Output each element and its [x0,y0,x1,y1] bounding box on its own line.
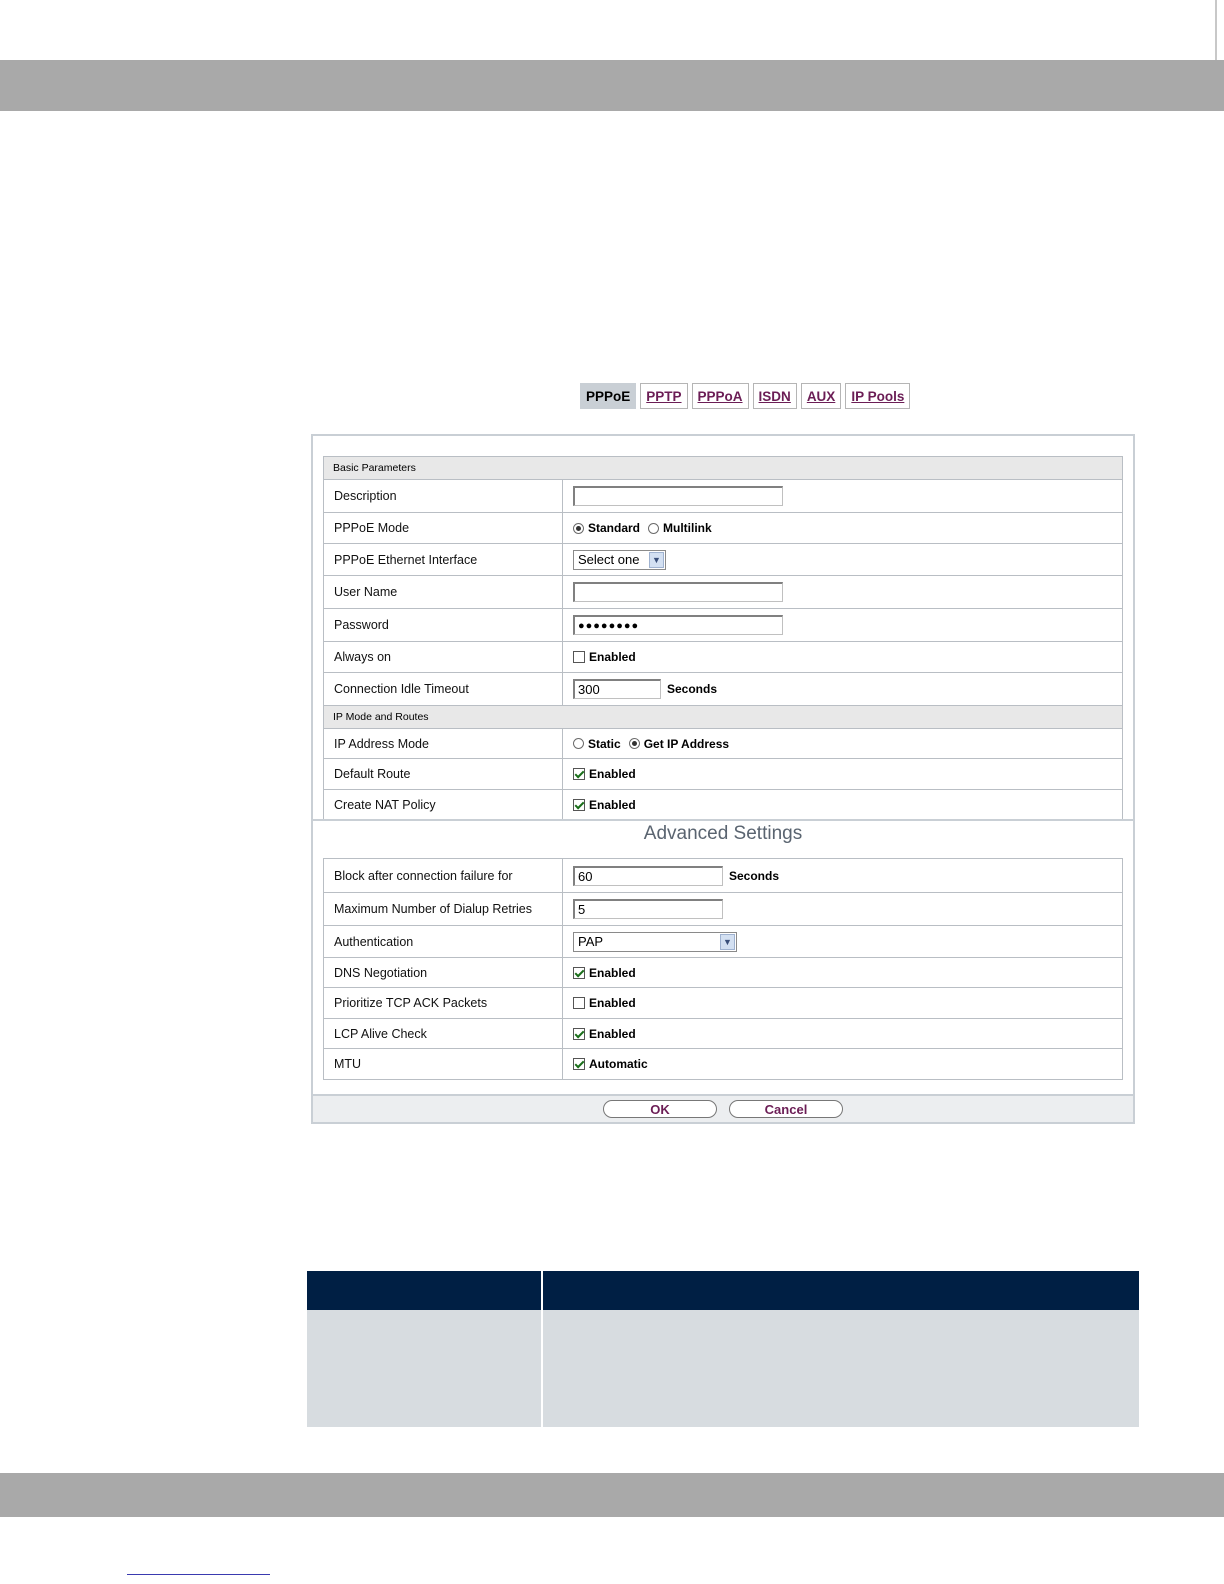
row-always-on [324,642,1122,673]
row-password [324,609,1122,642]
authentication-label: Authentication [324,926,563,957]
chevron-down-icon: ▼ [649,552,664,568]
idle-timeout-label: Connection Idle Timeout [324,673,563,705]
row-default-route [324,759,1122,790]
block-input[interactable]: 60 [573,866,723,886]
multilink-radio-label: Multilink [663,521,712,535]
password-label: Password [324,609,563,641]
description-table [307,1271,1139,1427]
tcp-ack-checkbox[interactable] [573,997,585,1009]
description-label: Description [324,480,563,512]
idle-timeout-unit: Seconds [667,682,718,696]
advanced-settings-title: Advanced Settings [643,823,803,844]
footer-band [0,1473,1224,1517]
row-mtu [324,1049,1122,1080]
lcp-checkbox[interactable] [573,1028,585,1040]
dns-label: DNS Negotiation [324,958,563,987]
idle-timeout-input[interactable]: 300 [573,679,661,699]
table-header-cell [307,1271,543,1310]
lcp-option: Enabled [589,1026,636,1041]
advanced-separator [313,819,1133,821]
retries-label: Maximum Number of Dialup Retries [324,893,563,925]
pppoe-config-dialog [311,434,1135,1124]
authentication-select-value: PAP [578,934,604,949]
button-bar [313,1094,1133,1122]
get-ip-radio-label: Get IP Address [643,736,730,751]
ip-address-mode-label: IP Address Mode [324,729,563,758]
table-cell [543,1310,1139,1427]
standard-radio-label: Standard [588,521,641,535]
nat-policy-option: Enabled [589,797,636,812]
block-unit: Seconds [729,868,780,883]
multilink-radio[interactable] [648,523,659,534]
tab-pppoa[interactable]: PPPoA [692,383,749,409]
pppoe-mode-label: PPPoE Mode [324,513,563,543]
mtu-option: Automatic [589,1057,648,1071]
default-route-checkbox[interactable] [573,768,585,780]
lcp-label: LCP Alive Check [324,1019,563,1048]
get-ip-radio[interactable] [629,738,640,749]
interface-select-value: Select one [578,552,640,567]
standard-radio[interactable] [573,523,584,534]
tab-isdn[interactable]: ISDN [753,383,797,409]
table-header [307,1271,1139,1310]
row-authentication [324,926,1122,958]
tab-pptp[interactable]: PPTP [640,383,687,409]
row-ip-address-mode [324,729,1122,759]
dns-checkbox[interactable] [573,967,585,979]
section-header-basic: Basic Parameters [324,457,1122,480]
cancel-button[interactable]: Cancel [729,1100,843,1118]
static-radio-label: Static [588,736,621,751]
row-ethernet-interface [324,544,1122,576]
mtu-label: MTU [324,1049,563,1079]
footer-link-underline [127,1574,270,1575]
tab-aux[interactable]: AUX [801,383,842,409]
row-description [324,480,1122,513]
advanced-settings-section [323,858,1123,1080]
chevron-down-icon: ▼ [720,934,735,950]
description-input[interactable] [573,486,783,506]
row-idle-timeout [324,673,1122,706]
password-input[interactable]: ●●●●●●●● [573,615,783,635]
mtu-checkbox[interactable] [573,1058,585,1070]
always-on-option: Enabled [589,650,636,664]
retries-input[interactable]: 5 [573,899,723,919]
table-row [307,1310,1139,1427]
default-route-label: Default Route [324,759,563,789]
header-band [0,60,1224,111]
user-name-input[interactable] [573,582,783,602]
tcp-ack-label: Prioritize TCP ACK Packets [324,988,563,1018]
basic-parameters-section [323,456,1123,820]
dns-option: Enabled [589,965,636,980]
always-on-checkbox[interactable] [573,651,585,663]
tab-ip-pools[interactable]: IP Pools [845,383,910,409]
tab-bar [580,383,910,409]
tab-pppoe[interactable]: PPPoE [580,383,636,409]
interface-select[interactable] [573,550,666,570]
default-route-option: Enabled [589,767,636,781]
block-label: Block after connection failure for [324,859,563,892]
page-edge-marker [1215,0,1217,60]
row-dns-negotiation [324,958,1122,988]
table-header-cell [543,1271,1139,1310]
always-on-label: Always on [324,642,563,672]
section-header-ip-mode: IP Mode and Routes [324,706,1122,729]
row-create-nat-policy [324,790,1122,820]
nat-policy-label: Create NAT Policy [324,790,563,819]
row-lcp-alive [324,1019,1122,1049]
interface-label: PPPoE Ethernet Interface [324,544,563,575]
row-block-after-failure [324,859,1122,893]
tcp-ack-option: Enabled [589,996,636,1010]
user-name-label: User Name [324,576,563,608]
ok-button[interactable]: OK [603,1100,717,1118]
row-dialup-retries [324,893,1122,926]
static-radio[interactable] [573,738,584,749]
row-user-name [324,576,1122,609]
row-pppoe-mode [324,513,1122,544]
nat-policy-checkbox[interactable] [573,799,585,811]
row-tcp-ack [324,988,1122,1019]
authentication-select[interactable] [573,932,737,952]
table-cell [307,1310,543,1427]
